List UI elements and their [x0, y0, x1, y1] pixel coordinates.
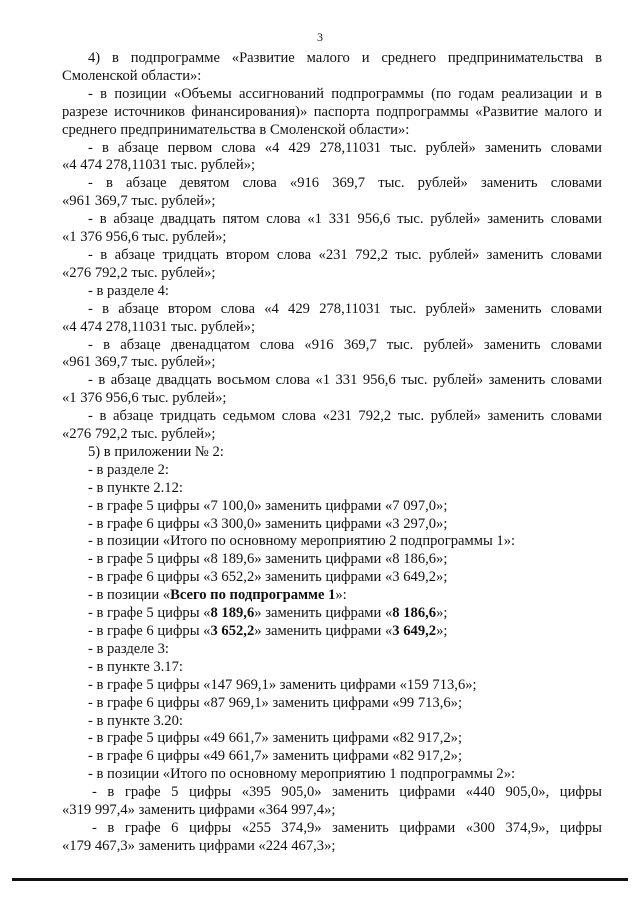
text-line: - в графе 6 цифры «3 652,2» заменить цифрами «3 649,2»;: [88, 569, 448, 586]
text-line: - в графе 5 цифры «49 661,7» заменить цифрами «82 917,2»;: [88, 730, 463, 747]
text-line: Смоленской области»:: [62, 67, 202, 84]
text-line: - в графе 6 цифры «3 300,0» заменить цифрами «3 297,0»;: [88, 515, 448, 532]
text-line: - в графе 5 цифры «395 905,0» заменить цифрами «440 905,0», цифры: [92, 784, 602, 801]
text-line: 4) в подпрограмме «Развитие малого и среднего предпринимательства в: [88, 50, 602, 66]
text-line: - в пункте 3.17:: [88, 658, 183, 675]
bold-run: 8 189,6: [210, 605, 255, 622]
text-run: - в графе 5 цифры «: [88, 605, 211, 622]
bold-run: Всего по подпрограмме 1: [170, 587, 336, 604]
document-body: [62, 50, 602, 856]
text-line: - в абзаце тридцать втором слова «231 792,2 тыс. рублей» заменить словами: [88, 246, 602, 263]
text-line: «1 376 956,6 тыс. рублей»;: [62, 390, 227, 407]
text-line: «4 474 278,11031 тыс. рублей»;: [62, 157, 256, 174]
text-line: «319 997,4» заменить цифрами «364 997,4»;: [62, 802, 336, 819]
text-run: - в графе 6 цифры «: [88, 623, 211, 639]
text-line: «276 792,2 тыс. рублей»;: [62, 426, 216, 443]
text-run: » заменить цифрами «: [254, 605, 393, 622]
text-line: - в абзаце тридцать седьмом слова «231 792,2 тыс. рублей» заменить словами: [88, 408, 602, 425]
text-run: »;: [436, 623, 448, 639]
text-line: - в разделе 4:: [88, 282, 169, 299]
text-line: - в позиции «Объемы ассигнований подпрограммы (по годам реализации и в: [88, 85, 602, 102]
bottom-rule: [12, 878, 628, 881]
text-line: среднего предпринимательства в Смоленской области»:: [62, 121, 410, 138]
text-line: - в графе 5 цифры «7 100,0» заменить цифрами «7 097,0»;: [88, 497, 448, 514]
text-line-bold: [62, 605, 602, 623]
text-line: - в абзаце втором слова «4 429 278,11031 тыс. рублей» заменить словами: [88, 300, 602, 317]
text-line: «179 467,3» заменить цифрами «224 467,3»;: [62, 837, 336, 854]
text-line: - в графе 5 цифры «8 189,6» заменить цифрами «8 186,6»;: [88, 551, 448, 568]
text-line: - в пункте 3.20:: [88, 712, 183, 729]
text-line: - в абзаце первом слова «4 429 278,11031 тыс. рублей» заменить словами: [88, 139, 602, 156]
text-run: »;: [436, 605, 448, 622]
text-line: - в позиции «Итого по основному мероприятию 2 подпрограммы 1»:: [88, 533, 516, 550]
text-line: - в абзаце двенадцатом слова «916 369,7 тыс. рублей» заменить словами: [88, 336, 602, 353]
text-line: - в абзаце двадцать пятом слова «1 331 956,6 тыс. рублей» заменить словами: [88, 211, 602, 228]
bold-run: 3 652,2: [210, 623, 255, 639]
text-line: «4 474 278,11031 тыс. рублей»;: [62, 318, 256, 335]
text-line: - в абзаце девятом слова «916 369,7 тыс. рублей» заменить словами: [88, 175, 602, 192]
text-line: «276 792,2 тыс. рублей»;: [62, 264, 216, 281]
text-line-bold: [62, 623, 602, 641]
text-line: 5) в приложении № 2:: [88, 443, 224, 460]
bold-run: 3 649,2: [392, 623, 437, 639]
text-line: «961 369,7 тыс. рублей»;: [62, 193, 216, 210]
text-line: - в разделе 3:: [88, 640, 169, 657]
page-number: 3: [317, 30, 323, 44]
text-run: » заменить цифрами «: [254, 623, 393, 639]
bold-run: 8 186,6: [392, 605, 437, 622]
text-line: - в графе 6 цифры «49 661,7» заменить цифрами «82 917,2»;: [88, 748, 463, 765]
text-line: разрезе источников финансирования)» паспорта подпрограммы «Развитие малого и: [62, 103, 602, 120]
text-line: - в разделе 2:: [88, 461, 169, 478]
text-line: - в абзаце двадцать восьмом слова «1 331 956,6 тыс. рублей» заменить словами: [88, 372, 602, 389]
text-run: - в позиции «: [88, 587, 171, 604]
text-line: - в графе 6 цифры «255 374,9» заменить цифрами «300 374,9», цифры: [92, 819, 602, 836]
text-line: - в пункте 2.12:: [88, 479, 183, 496]
text-line: «961 369,7 тыс. рублей»;: [62, 354, 216, 371]
text-run: »:: [335, 587, 347, 604]
text-line-bold: [62, 587, 602, 605]
text-line: «1 376 956,6 тыс. рублей»;: [62, 229, 227, 246]
text-line: - в позиции «Итого по основному мероприятию 1 подпрограммы 2»:: [88, 766, 516, 783]
text-line: - в графе 6 цифры «87 969,1» заменить цифрами «99 713,6»;: [88, 694, 463, 711]
text-line: - в графе 5 цифры «147 969,1» заменить цифрами «159 713,6»;: [88, 676, 477, 693]
